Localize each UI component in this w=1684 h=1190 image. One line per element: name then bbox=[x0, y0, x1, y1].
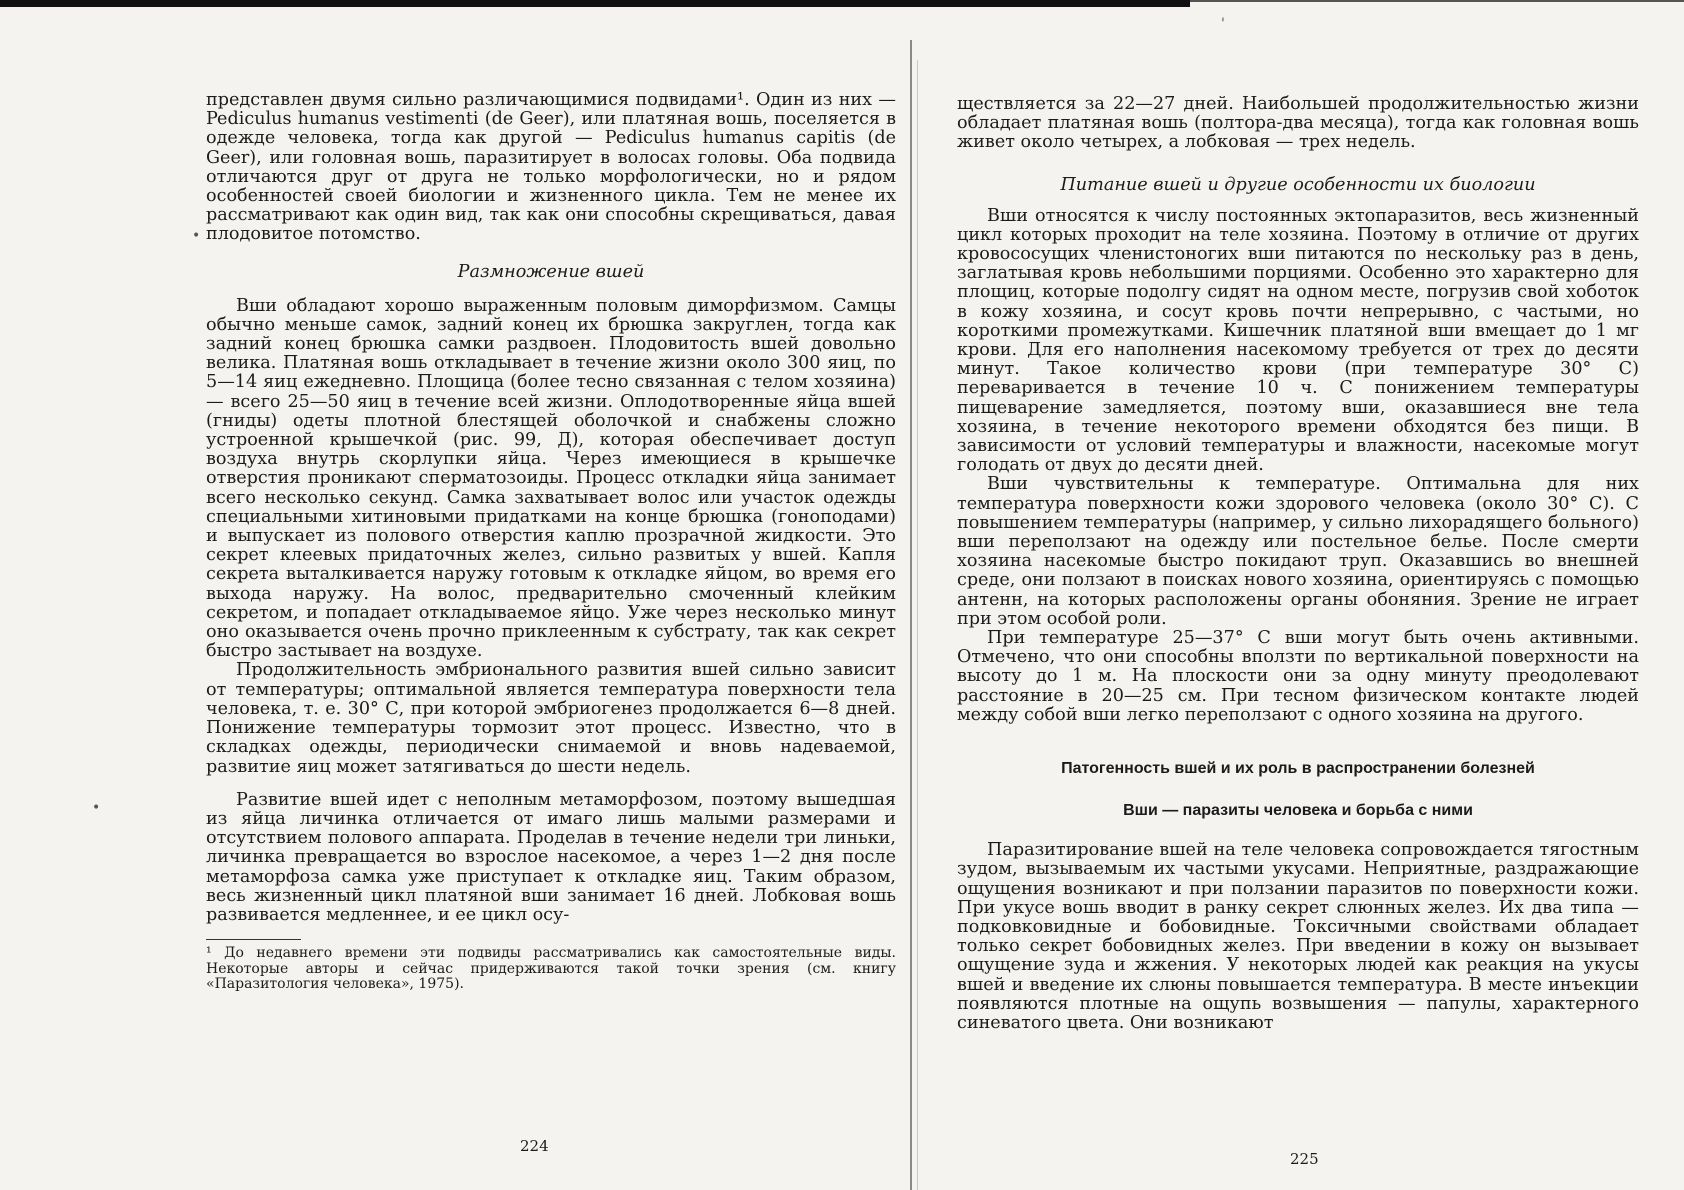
left-footnote: ¹ До недавнего времени эти подвиды рассматривались как самостоятельные виды. Некоторые авторы и сейчас придерживаются такой точки зрения (см. книгу «Паразитология человека», 1975). bbox=[206, 945, 896, 993]
book-gutter-shadow bbox=[917, 60, 918, 1190]
right-heading-pathogenicity: Патогенность вшей и их роль в распространении болезней bbox=[1061, 760, 1535, 778]
right-paragraph-3: Вши чувствительны к температуре. Оптимальна для них температура поверхности кожи здорового человека (около 30° С). С повышением температуры (например, у сильно лихорадящего больного) вши переползают на одежду или постельное белье. После смерти хозяина насекомые быстро покидают труп. Оказавшись во внешней среде, они ползают в поисках нового хозяина, ориентируясь с помощью антенн, на которых расположены органы обоняния. Зрение не играет при этом особой роли. bbox=[957, 474, 1639, 629]
left-paragraph-2: Вши обладают хорошо выраженным половым диморфизмом. Самцы обычно меньше самок, задний конец их брюшка закруглен, тогда как задний конец брюшка самки раздвоен. Плодовитость вшей довольно велика. Платяная вошь откладывает в течение жизни около 300 яиц, по 5—14 яиц ежедневно. Площица (более тесно связанная с телом хозяина) — всего 25—50 яиц в течение всей жизни. Оплодотворенные яйца вшей (гниды) одеты плотной блестящей оболочкой и снабжены сложно устроенной крышечкой (рис. 99, Д), которая обеспечивает доступ воздуха внутрь скорлупки яйца. Через имеющиеся в крышечке отверстия проникают сперматозоиды. Процесс откладки яйца занимает всего несколько секунд. Самка захватывает волос или участок одежды специальными хитиновыми придатками на конце брюшка (гоноподами) и выпускает из полового отверстия каплю прозрачной жидкости. Это секрет клеевых придаточных желез, сильно развитых у вшей. Капля секрета выталкивается наружу готовым к откладке яйцом, во время его выхода наружу. На волос, предварительно смоченный клейким секретом, и попадает откладываемое яйцо. Уже через несколько минут оно оказывается очень прочно приклеенным к субстрату, так как секрет быстро застывает на воздухе. bbox=[206, 295, 896, 662]
right-heading-feeding: Питание вшей и другие особенности их биологии bbox=[1060, 174, 1536, 195]
right-page-number: 225 bbox=[1290, 1150, 1319, 1168]
left-paragraph-1: представлен двумя сильно различающимися подвидами¹. Один из них — Pediculus humanus vestimenti (de Geer), или платяная вошь, поселяется в одежде человека, тогда как другой — Pediculus humanus capitis (de Geer), или головная вошь, паразитирует в волосах головы. Оба подвида отличаются друг от друга не только морфологически, но и рядом особенностей своей биологии и жизненного цикла. Тем не менее их рассматривают как один вид, так как они способны скрещиваться, давая плодовитое потомство. bbox=[206, 90, 896, 245]
scan-edge-top bbox=[0, 0, 1190, 7]
footnote-rule bbox=[206, 939, 301, 940]
right-paragraph-5: Паразитирование вшей на теле человека сопровождается тягостным зудом, вызываемым их частыми укусами. Неприятные, раздражающие ощущения возникают и при ползании паразитов по поверхности кожи. При укусе вошь вводит в ранку секрет слюнных желез. Их два типа — подковковидные и бобовидные. Токсичными свойствами обладает только секрет бобовидных желез. При введении в кожу он вызывает ощущение зуда и жжения. У некоторых людей как реакция на укусы вшей и введение их слюны повышается температура. В месте инъекции появляются плотные на ощупь возвышения — папулы, характерного синеватого цвета. Они возникают bbox=[957, 840, 1639, 1033]
margin-dot: • bbox=[92, 800, 101, 816]
right-heading-parasites: Вши — паразиты человека и борьба с ними bbox=[1123, 802, 1473, 820]
left-page-number: 224 bbox=[520, 1137, 549, 1155]
left-heading-reproduction: Размножение вшей bbox=[457, 261, 645, 282]
left-paragraph-4: Развитие вшей идет с неполным метаморфозом, поэтому вышедшая из яйца личинка отличается от имаго лишь малыми размерами и отсутствием полового аппарата. Проделав в течение недели три линьки, личинка превращается во взрослое насекомое, а через 1—2 дня после метаморфоза самка уже приступает к откладке яиц. Таким образом, весь жизненный цикл платяной вши занимает 16 дней. Лобковая вошь развивается медленнее, и ее цикл осу- bbox=[206, 789, 896, 925]
book-gutter bbox=[910, 40, 912, 1190]
scan-edge-top-right bbox=[1190, 0, 1684, 2]
margin-dot: ' bbox=[1221, 16, 1225, 32]
left-paragraph-3: Продолжительность эмбрионального развития вшей сильно зависит от температуры; оптимальной является температура поверхности тела человека, т. е. 30° С, при которой эмбриогенез продолжается 6—8 дней. Понижение температуры тормозит этот процесс. Известно, что в складках одежды, периодически снимаемой и вновь надеваемой, развитие яиц может затягиваться до шести недель. bbox=[206, 660, 896, 777]
right-paragraph-1: ществляется за 22—27 дней. Наибольшей продолжительностью жизни обладает платяная вошь (полтора-два месяца), тогда как головная вошь живет около четырех, а лобковая — трех недель. bbox=[957, 94, 1639, 153]
right-page bbox=[957, 95, 1639, 1033]
right-paragraph-4: При температуре 25—37° С вши могут быть очень активными. Отмечено, что они способны вползти по вертикальной поверхности на высоту до 1 м. На плоскости они за одну минуту преодолевают расстояние в 20—25 см. При тесном физическом контакте людей между собой вши легко переползают с одного хозяина на другого. bbox=[957, 628, 1639, 725]
right-paragraph-2: Вши относятся к числу постоянных эктопаразитов, весь жизненный цикл которых проходит на теле хозяина. Поэтому в отличие от других кровососущих членистоногих вши питаются по нескольку раз в день, заглатывая кровь небольшими порциями. Особенно это характерно для площиц, которые подолгу сидят на одном месте, погрузив свой хоботок в кожу хозяина, и сосут кровь почти непрерывно, с частыми, но короткими промежутками. Кишечник платяной вши вмещает до 1 мг крови. Для его наполнения насекомому требуется от трех до десяти минут. Такое количество крови (при температуре 30° С) переваривается в течение 10 ч. С понижением температуры пищеварение замедляется, поэтому вши, оказавшиеся вне тела хозяина, в течение некоторого времени обходятся без пищи. В зависимости от условий температуры и влажности, насекомые могут голодать от двух до десяти дней. bbox=[957, 205, 1639, 476]
margin-dot: • bbox=[192, 228, 201, 244]
left-page bbox=[206, 91, 896, 993]
